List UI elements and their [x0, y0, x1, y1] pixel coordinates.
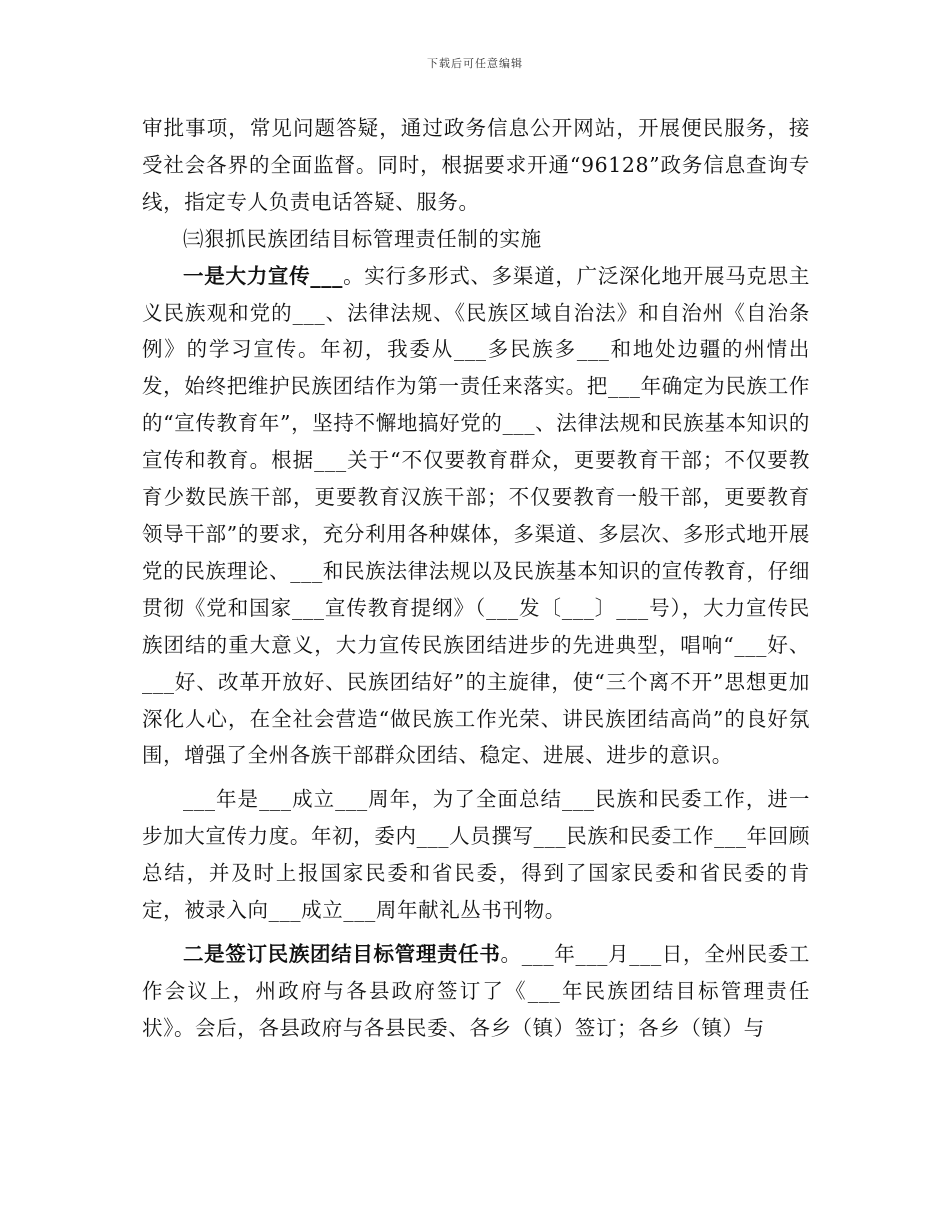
document-body — [142, 110, 810, 1047]
paragraph-publicity — [142, 258, 810, 775]
paragraph-responsibility — [142, 936, 810, 1047]
page-header: 下载后可任意编辑 — [427, 57, 523, 70]
paragraph-continued: 审批事项，常见问题答疑，通过政务信息公开网站，开展便民服务，接受社会各界的全面监督。同时，根据要求开通“96128”政务信息查询专线，指定专人负责电话答疑、服务。 — [142, 116, 810, 214]
section-heading: ㈢狠抓民族团结目标管理责任制的实施 — [183, 226, 542, 251]
paragraph-text: 。实行多形式、多渠道，广泛深化地开展马克思主义民族观和党的___、法律法规、《民族区域自治法》和自治州《自治条例》的学习宣传。年初，我委从___多民族多___和地处边疆的州情出发，始终把维护民族团结作为第一责任来落实。把___年确定为民族工作的“宣传教育年”，坚持不懈地搞好党的___、法律法规和民族基本知识的宣传和教育。根据___关于“不仅要教育群众，更要教育干部；不仅要教育少数民族干部，更要教育汉族干部；不仅要教育一般干部，更要教育领导干部”的要求，充分利用各种媒体，多渠道、多层次、多形式地开展党的民族理论、___和民族法律法规以及民族基本知识的宣传教育，仔细贯彻《党和国家___宣传教育提纲》（___发〔___〕___号），大力宣传民族团结的重大意义，大力宣传民族团结进步的先进典型，唱响“___好、___好、改革开放好、民族团结好”的主旋律，使“三个离不开”思想更加深化人心，在全社会营造“做民族工作光荣、讲民族团结高尚”的良好氛围，增强了全州各族干部群众团结、稳定、进展、进步的意识。 — [142, 263, 810, 768]
paragraph-text: 。___年___月___日，全州民委工作会议上，州政府与各县政府签订了《___年民族团结目标管理责任状》。会后，各县政府与各县民委、各乡（镇）签订；各乡（镇）与 — [142, 941, 810, 1040]
paragraph-lead-bold: 一是大力宣传___ — [183, 263, 343, 288]
paragraph-anniversary: ___年是___成立___周年，为了全面总结___民族和民委工作，进一步加大宣传力度。年初，委内___人员撰写___民族和民委工作___年回顾总结，并及时上报国家民委和省民委，得到了国家民委和省民委的肯定，被录入向___成立___周年献礼丛书刊物。 — [142, 787, 810, 923]
paragraph-lead-bold: 二是签订民族团结目标管理责任书 — [183, 941, 501, 966]
